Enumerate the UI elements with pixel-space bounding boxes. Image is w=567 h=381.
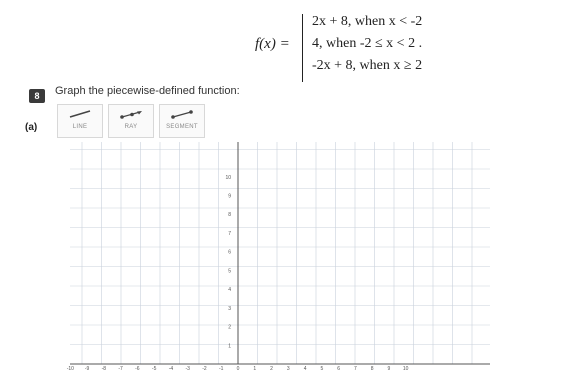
y-tick-label: 9 [228, 193, 231, 200]
x-tick-label: 2 [270, 366, 273, 372]
y-tick-label: 5 [228, 268, 231, 275]
x-tick-label: -3 [185, 366, 190, 372]
x-tick-label: 6 [337, 366, 341, 372]
x-tick-label: -4 [168, 366, 174, 372]
y-tick-label: 8 [228, 212, 231, 219]
x-tick-label: -10 [66, 366, 74, 372]
x-tick-label: 7 [353, 366, 357, 372]
segment-tool-button[interactable] [159, 104, 205, 138]
y-tick-label: 4 [228, 287, 231, 294]
y-tick-label: 3 [228, 305, 231, 312]
segment-icon [170, 109, 194, 119]
x-tick-label: 0 [236, 366, 240, 372]
x-tick-label: 1 [253, 366, 257, 372]
case-1: 2x + 8, when x < -2 [312, 14, 423, 29]
ray-tool-button[interactable] [108, 104, 154, 138]
line-tool-button[interactable] [57, 104, 103, 138]
piecewise-brace [302, 14, 311, 82]
y-tick-label: 1 [228, 343, 231, 350]
case-3: -2x + 8, when x ≥ 2 [312, 58, 423, 73]
ray-icon [119, 109, 143, 119]
function-name: f(x) = [255, 36, 290, 52]
x-tick-label: -9 [84, 366, 90, 372]
x-tick-label: -2 [202, 366, 207, 372]
y-tick-label: 6 [228, 249, 231, 256]
problem-prompt: Graph the piecewise-defined function: [55, 85, 240, 97]
coordinate-graph[interactable] [66, 142, 490, 372]
problem-number-badge: 8 [29, 89, 45, 103]
y-tick-label: 10 [225, 174, 231, 181]
x-tick-label: -8 [101, 366, 107, 372]
x-tick-label: -6 [135, 366, 140, 372]
x-tick-label: -1 [219, 366, 224, 372]
case-2: 4, when -2 ≤ x < 2 . [312, 36, 423, 51]
y-tick-label: 2 [228, 324, 231, 331]
x-tick-label: 5 [320, 366, 324, 372]
ray-tool-label: RAY [124, 124, 138, 130]
line-tool-label: LINE [72, 124, 88, 130]
x-tick-label: 8 [370, 366, 374, 372]
x-tick-label: 3 [286, 366, 290, 372]
part-label: (a) [25, 122, 38, 133]
graph-grid[interactable] [66, 142, 490, 372]
x-tick-label: -5 [151, 366, 157, 372]
segment-tool-label: SEGMENT [166, 124, 198, 130]
x-tick-label: 10 [402, 366, 409, 372]
y-tick-label: 7 [228, 230, 231, 237]
line-icon [68, 109, 92, 119]
x-tick-label: 9 [387, 366, 391, 372]
x-tick-label: 4 [303, 366, 307, 372]
x-tick-label: -7 [118, 366, 123, 372]
